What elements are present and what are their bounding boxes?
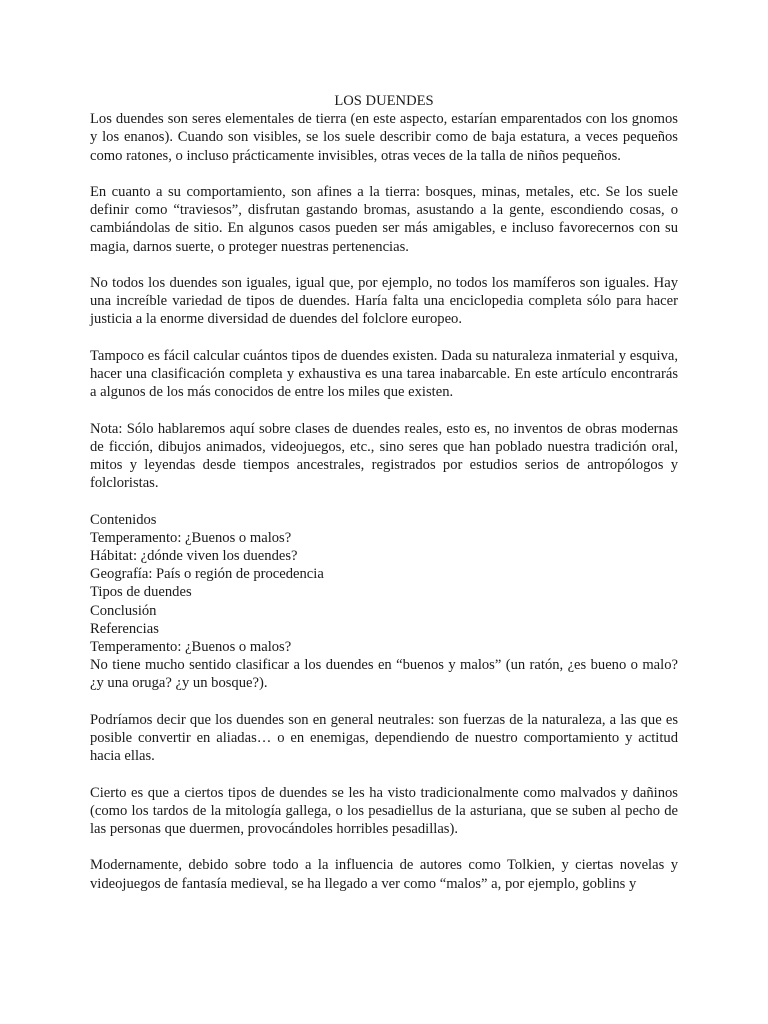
paragraph-classification: Tampoco es fácil calcular cuántos tipos de duendes existen. Dada su naturaleza inmaterial y esquiva, hacer una clasificación completa y exhaustiva es una tarea inabarcable. En este artículo encontrarás a algunos de los más conocidos de entre los miles que existen. bbox=[90, 347, 678, 401]
contents-item-temperamento: Temperamento: ¿Buenos o malos? bbox=[90, 529, 292, 546]
paragraph-variety: No todos los duendes son iguales, igual que, por ejemplo, no todos los mamíferos son iguales. Hay una increíble variedad de tipos de duendes. Haría falta una enciclopedia completa sólo para hacer justicia a la enorme diversidad de duendes del folclore europeo. bbox=[90, 275, 678, 328]
paragraph-note: Nota: Sólo hablaremos aquí sobre clases de duendes reales, esto es, no inventos de obras modernas de ficción, dibujos animados, videojuegos, etc., sino seres que han poblado nuestra tradición oral, mitos y leyendas desde tiempos ancestrales, registrados por estudios serios de antropólogos y folcloristas. bbox=[90, 420, 678, 492]
table-of-contents bbox=[90, 511, 678, 657]
paragraph-section-1: No tiene mucho sentido clasificar a los duendes en “buenos y malos” (un ratón, ¿es bueno o malo? ¿y una oruga? ¿y un bosque?). bbox=[90, 657, 678, 692]
contents-item-geografia: Geografía: País o región de procedencia bbox=[90, 566, 324, 583]
document-title: LOS DUENDES bbox=[334, 93, 434, 109]
paragraph-behavior: En cuanto a su comportamiento, son afines a la tierra: bosques, minas, metales, etc. Se los suele definir como “traviesos”, disfrutan gastando bromas, asustando a la gente, escondiendo cosas, o cambiándolas de sitio. En algunos casos pueden ser más amigables, e incluso favorecernos con su magia, darnos suerte, o proteger nuestras pertenencias. bbox=[90, 184, 678, 255]
paragraph-intro: Los duendes son seres elementales de tierra (en este aspecto, estarían emparentados con los gnomos y los enanos). Cuando son visibles, se los suele describir como de baja estatura, a veces pequeños como ratones, o incluso prácticamente invisibles, otras veces de la talla de niños pequeños. bbox=[90, 111, 678, 164]
paragraph-section-2: Podríamos decir que los duendes son en general neutrales: son fuerzas de la naturaleza, a las que es posible convertir en aliadas… o en enemigas, dependiendo de nuestro comportamiento y actitud hacia ellas. bbox=[90, 711, 678, 765]
contents-item-habitat: Hábitat: ¿dónde viven los duendes? bbox=[90, 548, 298, 564]
contents-heading: Contenidos bbox=[90, 511, 157, 528]
paragraph-section-4: Modernamente, debido sobre todo a la influencia de autores como Tolkien, y ciertas novelas y videojuegos de fantasía medieval, se ha llegado a ver como “malos” a, por ejemplo, goblins y bbox=[90, 857, 678, 892]
contents-item-referencias: Referencias bbox=[90, 620, 159, 637]
section-heading-temperamento: Temperamento: ¿Buenos o malos? bbox=[90, 639, 292, 656]
paragraph-section-3: Cierto es que a ciertos tipos de duendes se les ha visto tradicionalmente como malvados y dañinos (como los tardos de la mitología gallega, o los pesadiellus de la asturiana, que se suben al pecho de las personas que duermen, provocándoles horribles pesadillas). bbox=[90, 784, 678, 838]
contents-item-conclusion: Conclusión bbox=[90, 602, 157, 619]
contents-item-tipos: Tipos de duendes bbox=[90, 584, 192, 601]
document-page bbox=[90, 92, 678, 911]
